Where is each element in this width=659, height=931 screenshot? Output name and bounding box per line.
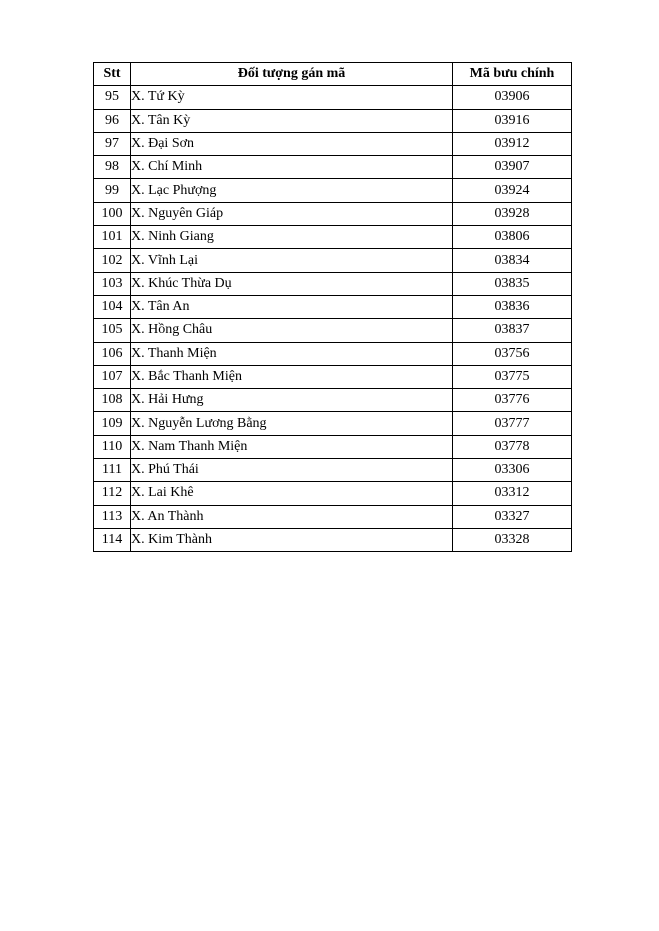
row-assigned-object: X. Tứ Kỳ	[131, 86, 453, 109]
table-row	[94, 226, 572, 249]
row-postal-code: 03756	[453, 342, 572, 365]
row-postal-code: 03916	[453, 109, 572, 132]
row-assigned-object: X. Đại Sơn	[131, 132, 453, 155]
row-stt: 95	[94, 86, 131, 109]
row-assigned-object: X. Tân An	[131, 295, 453, 318]
row-assigned-object: X. Nam Thanh Miện	[131, 435, 453, 458]
table-row	[94, 109, 572, 132]
row-stt: 107	[94, 365, 131, 388]
row-postal-code: 03777	[453, 412, 572, 435]
row-postal-code: 03836	[453, 295, 572, 318]
row-postal-code: 03328	[453, 528, 572, 551]
row-stt: 113	[94, 505, 131, 528]
row-postal-code: 03912	[453, 132, 572, 155]
row-stt: 96	[94, 109, 131, 132]
row-assigned-object: X. Lạc Phượng	[131, 179, 453, 202]
row-postal-code: 03835	[453, 272, 572, 295]
row-stt: 112	[94, 482, 131, 505]
table-row	[94, 459, 572, 482]
table-row	[94, 482, 572, 505]
row-stt: 111	[94, 459, 131, 482]
row-postal-code: 03327	[453, 505, 572, 528]
row-postal-code: 03778	[453, 435, 572, 458]
table-row	[94, 272, 572, 295]
row-assigned-object: X. Nguyễn Lương Bằng	[131, 412, 453, 435]
row-stt: 101	[94, 226, 131, 249]
row-stt: 99	[94, 179, 131, 202]
table-row	[94, 435, 572, 458]
row-stt: 108	[94, 389, 131, 412]
table-row	[94, 528, 572, 551]
row-postal-code: 03806	[453, 226, 572, 249]
table-row	[94, 202, 572, 225]
row-postal-code: 03837	[453, 319, 572, 342]
row-stt: 97	[94, 132, 131, 155]
row-stt: 103	[94, 272, 131, 295]
table-row	[94, 365, 572, 388]
row-stt: 114	[94, 528, 131, 551]
row-assigned-object: X. Ninh Giang	[131, 226, 453, 249]
table-row	[94, 412, 572, 435]
row-postal-code: 03928	[453, 202, 572, 225]
row-assigned-object: X. An Thành	[131, 505, 453, 528]
row-postal-code: 03776	[453, 389, 572, 412]
header-postal-code: Mã bưu chính	[453, 63, 572, 86]
row-stt: 100	[94, 202, 131, 225]
row-assigned-object: X. Chí Minh	[131, 156, 453, 179]
row-stt: 104	[94, 295, 131, 318]
row-postal-code: 03306	[453, 459, 572, 482]
row-assigned-object: X. Phú Thái	[131, 459, 453, 482]
row-stt: 102	[94, 249, 131, 272]
row-assigned-object: X. Lai Khê	[131, 482, 453, 505]
table-row	[94, 505, 572, 528]
table-row	[94, 156, 572, 179]
row-assigned-object: X. Vĩnh Lại	[131, 249, 453, 272]
row-assigned-object: X. Thanh Miện	[131, 342, 453, 365]
postal-code-table	[93, 62, 572, 552]
table-row	[94, 389, 572, 412]
row-assigned-object: X. Hồng Châu	[131, 319, 453, 342]
table-row	[94, 86, 572, 109]
row-stt: 109	[94, 412, 131, 435]
header-assigned-object: Đối tượng gán mã	[131, 63, 453, 86]
row-stt: 110	[94, 435, 131, 458]
table-row	[94, 295, 572, 318]
table-body	[94, 86, 572, 552]
table-row	[94, 179, 572, 202]
row-assigned-object: X. Tân Kỳ	[131, 109, 453, 132]
table-row	[94, 249, 572, 272]
row-postal-code: 03775	[453, 365, 572, 388]
row-assigned-object: X. Hải Hưng	[131, 389, 453, 412]
row-assigned-object: X. Kim Thành	[131, 528, 453, 551]
table-row	[94, 319, 572, 342]
row-assigned-object: X. Nguyên Giáp	[131, 202, 453, 225]
row-stt: 105	[94, 319, 131, 342]
table-row	[94, 342, 572, 365]
row-postal-code: 03906	[453, 86, 572, 109]
row-postal-code: 03924	[453, 179, 572, 202]
header-stt: Stt	[94, 63, 131, 86]
table-header-row	[94, 63, 572, 86]
row-postal-code: 03834	[453, 249, 572, 272]
row-assigned-object: X. Khúc Thừa Dụ	[131, 272, 453, 295]
row-assigned-object: X. Bắc Thanh Miện	[131, 365, 453, 388]
row-postal-code: 03312	[453, 482, 572, 505]
row-stt: 106	[94, 342, 131, 365]
row-stt: 98	[94, 156, 131, 179]
row-postal-code: 03907	[453, 156, 572, 179]
table-row	[94, 132, 572, 155]
